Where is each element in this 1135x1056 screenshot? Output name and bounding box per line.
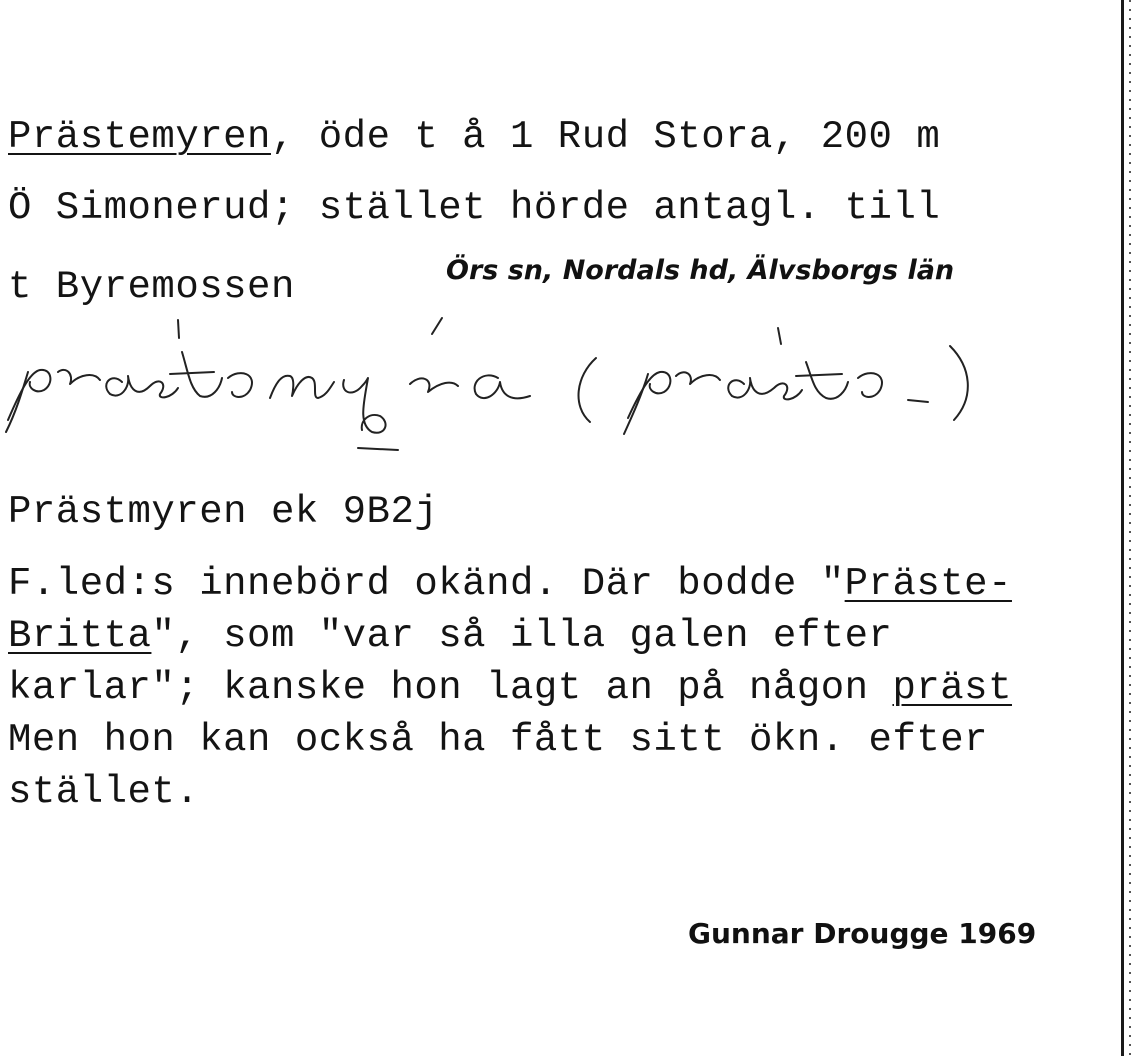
headword: Prästemyren [8, 115, 271, 159]
comment-text: ", som "var så illa galen efter [151, 614, 893, 658]
location-stamp: Örs sn, Nordals hd, Älvsborgs län [446, 255, 955, 286]
comment-line-1 [8, 558, 1012, 610]
underlined-term: präst [892, 666, 1012, 710]
entry-line-1 [8, 111, 940, 163]
card-edge-line [1121, 0, 1124, 1056]
comment-line-5: stället. [8, 770, 200, 814]
comment-line-3 [8, 662, 1012, 714]
card-edge-dotted-line [1129, 0, 1131, 1056]
entry-line-1-text: , öde t å 1 Rud Stora, 200 m [270, 115, 941, 159]
underlined-term: Präste- [844, 562, 1012, 606]
entry-line-3: t Byremossen [8, 265, 295, 309]
handwriting-strokes [6, 318, 968, 450]
comment-line-2 [8, 610, 892, 662]
comment-text: karlar"; kanske hon lagt an på någon [8, 666, 893, 710]
entry-line-2: Ö Simonerud; stället hörde antagl. till [8, 186, 941, 230]
underlined-term: Britta [8, 614, 152, 658]
comment-text: F.led:s innebörd okänd. Där bodde " [8, 562, 845, 606]
handwritten-pronunciation [0, 312, 1000, 462]
signature-stamp: Gunnar Drougge 1969 [688, 917, 1037, 950]
map-reference: Prästmyren ek 9B2j [8, 490, 439, 534]
comment-line-4: Men hon kan också ha fått sitt ökn. efter [8, 718, 989, 762]
